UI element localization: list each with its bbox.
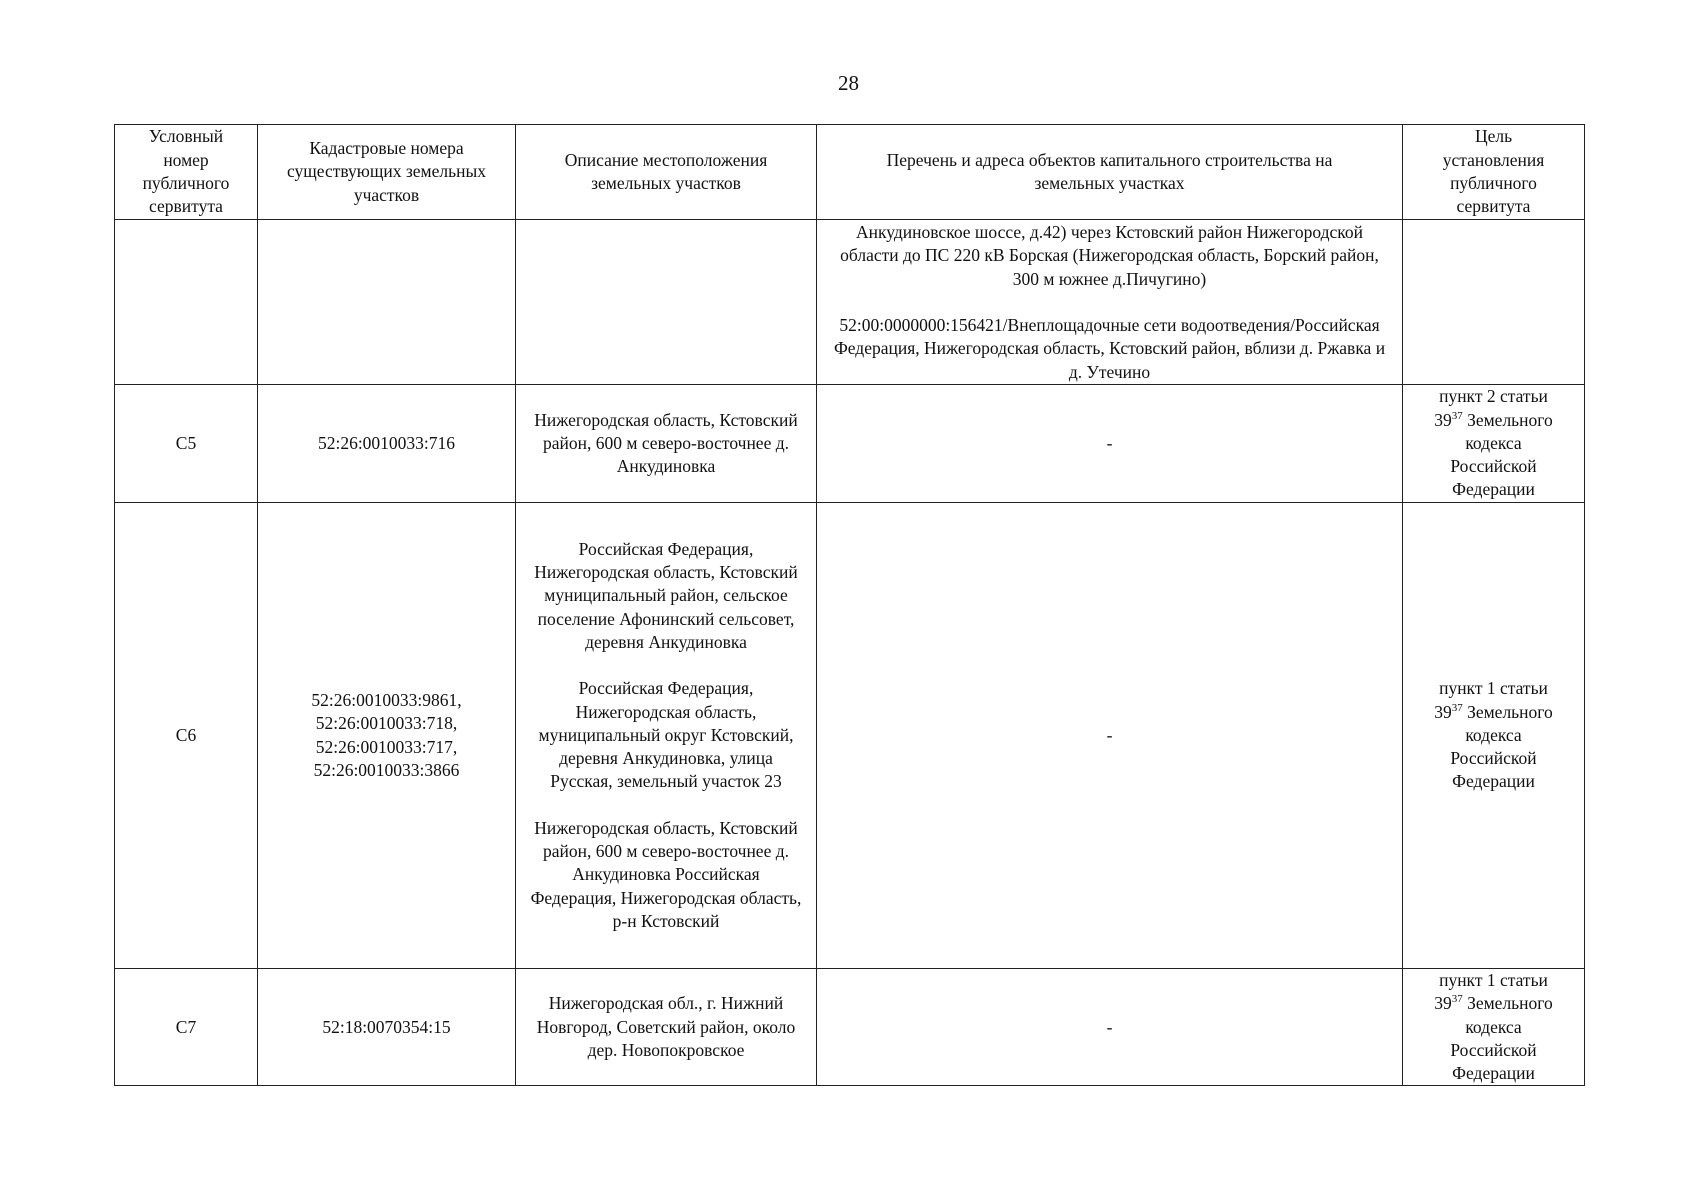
purpose-superscript: 37 [1451,701,1463,714]
cell-objects: - [817,385,1403,503]
table-header-row [115,125,1585,220]
location-entry: Российская Федерация, Нижегородская область, Кстовский муниципальный район, сельское поселение Афонинский сельсовет, деревня Анкудиновка [534,538,798,652]
header-location-description: Описание местоположения земельных участков [516,125,817,220]
cell-cadastral [258,503,516,969]
cell-purpose [1403,503,1585,969]
cadastral-number: 52:26:0010033:3866 [313,759,460,780]
cell-purpose [1403,385,1585,503]
purpose-text-tail: Земельного кодекса Российской Федерации [1450,701,1553,792]
cell-location [516,385,817,503]
cell-objects: - [817,503,1403,969]
header-cadastral-numbers: Кадастровые номера существующих земельных участков [258,125,516,220]
cell-location [516,969,817,1086]
purpose-text-tail: Земельного кодекса Российской Федерации [1450,409,1553,500]
table-row [115,969,1585,1086]
header-servitude-purpose: Цель установления публичного сервитута [1403,125,1585,220]
purpose-text: пункт 2 статьи 39 [1434,386,1548,430]
cell-id: С5 [115,385,258,503]
object-entry: 52:00:0000000:156421/Внеплощадочные сети водоотведения/Российская Федерация, Нижегородская область, Кстовский район, вблизи д. Ржавка и д. Утечино [833,315,1386,382]
cadastral-number: 52:26:0010033:9861, [311,689,462,710]
servitude-table [114,124,1585,1086]
cell-id: С6 [115,503,258,969]
header-capital-objects: Перечень и адреса объектов капитального строительства на земельных участках [817,125,1403,220]
location-entry: Нижегородская обл., г. Нижний Новгород, Советский район, около дер. Новопокровское [536,993,796,1060]
cell-cadastral: 52:18:0070354:15 [258,969,516,1086]
object-entry: Анкудиновское шоссе, д.42) через Кстовский район Нижегородской области до ПС 220 кВ Борская (Нижегородская область, Борский район, 300 м южнее д.Пичугино) [840,222,1379,289]
location-entry: Нижегородская область, Кстовский район, 600 м северо-восточнее д. Анкудиновка [534,409,798,477]
cell-cadastral [258,220,516,385]
header-servitude-number: Условный номер публичного сервитута [115,125,258,220]
cell-objects [817,220,1403,385]
page-number: 28 [838,71,859,95]
cell-objects: - [817,969,1403,1086]
cell-id: С7 [115,969,258,1086]
table-row [115,503,1585,969]
location-entry: Нижегородская область, Кстовский район, 600 м северо-восточнее д. Анкудиновка Российская Федерация, Нижегородская область, р-н Кстовский [530,817,802,931]
purpose-superscript: 37 [1451,993,1463,1006]
purpose-text-tail: Земельного кодекса Российской Федерации [1450,993,1553,1084]
purpose-text: пункт 1 статьи 39 [1434,678,1548,722]
location-entry: Российская Федерация, Нижегородская область, муниципальный округ Кстовский, деревня Анкудиновка, улица Русская, земельный участок 23 [538,678,794,792]
table-row [115,385,1585,503]
cell-location [516,220,817,385]
cell-location [516,503,817,969]
cadastral-number: 52:26:0010033:717, [315,736,458,757]
purpose-text: пункт 1 статьи 39 [1434,970,1548,1014]
cell-purpose [1403,969,1585,1086]
cell-purpose [1403,220,1585,385]
cadastral-number: 52:26:0010033:718, [315,713,458,734]
table-row [115,220,1585,385]
cell-id [115,220,258,385]
cell-cadastral: 52:26:0010033:716 [258,385,516,503]
purpose-superscript: 37 [1451,409,1463,422]
